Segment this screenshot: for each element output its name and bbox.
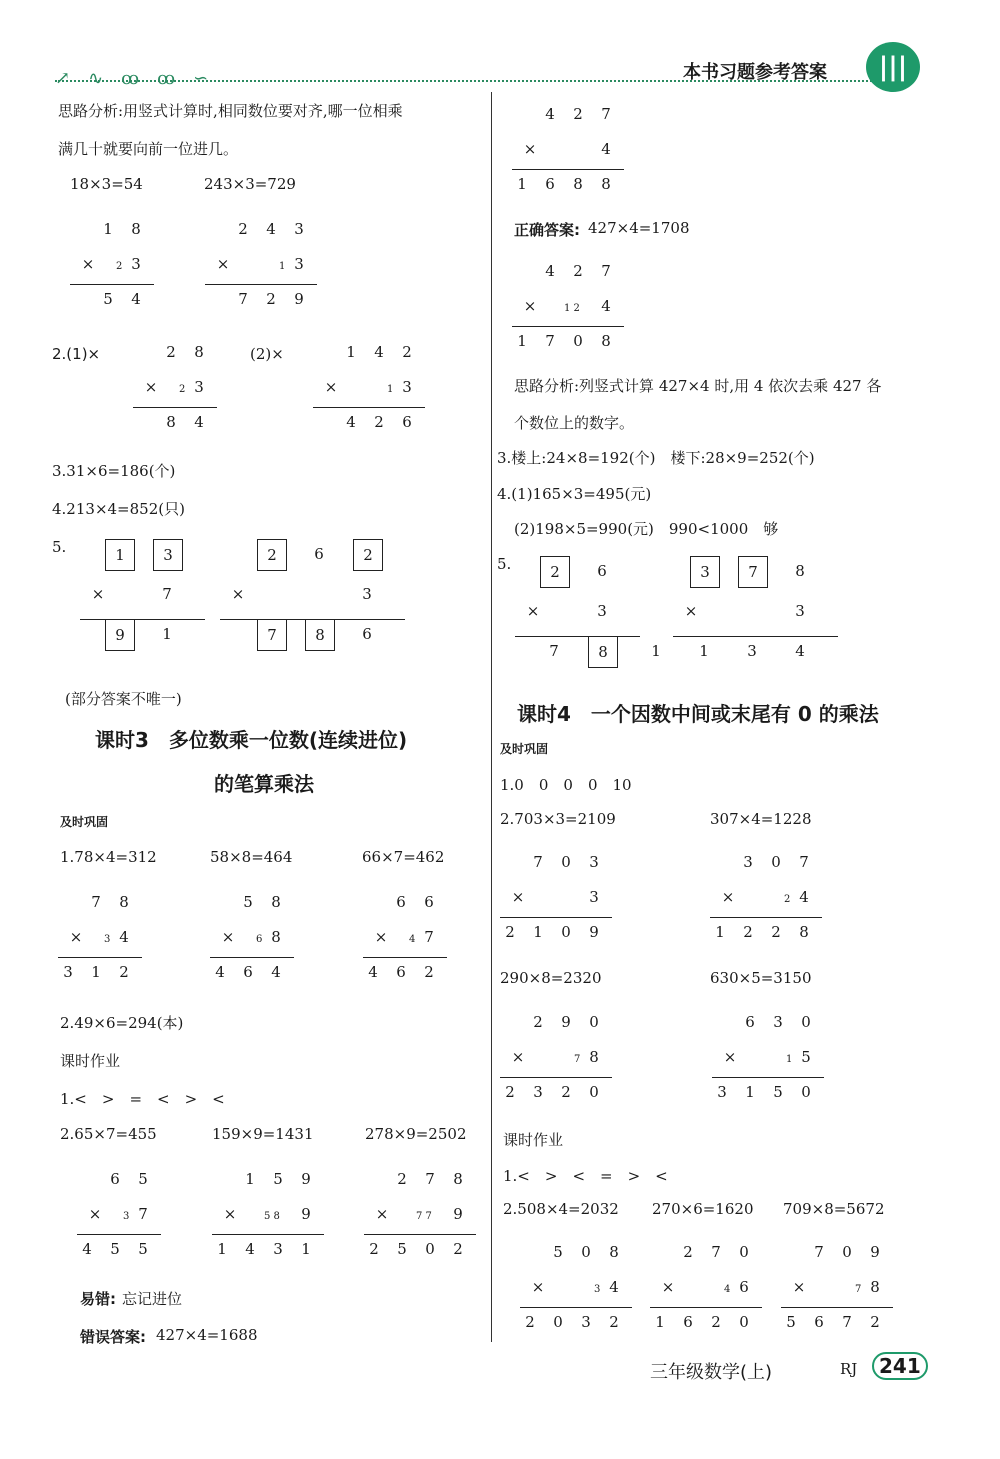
times-sign: ×	[324, 378, 338, 396]
carry-digit: 7	[855, 1284, 862, 1295]
digit: 2	[402, 343, 412, 361]
digit: 2	[771, 923, 781, 941]
l3-q1a: 1.78×4=312	[60, 848, 157, 866]
error-label: 易错:	[80, 1290, 116, 1308]
digit: 7	[711, 1243, 721, 1261]
column-divider	[491, 92, 492, 1342]
digit: 7	[425, 1170, 435, 1188]
wrong-text: 427×4=1688	[156, 1326, 258, 1344]
lesson4-title: 课时4 一个因数中间或末尾有 0 的乘法	[517, 702, 879, 726]
digit: 3	[773, 1013, 783, 1031]
times-sign: ×	[374, 928, 388, 946]
result-line	[500, 1077, 612, 1078]
digit: 6	[597, 562, 607, 580]
digit: 0	[561, 923, 571, 941]
digit: 8	[453, 1170, 463, 1188]
digit: 8	[131, 220, 141, 238]
q2-label-b: (2)×	[250, 345, 284, 363]
digit: 3	[747, 642, 757, 660]
digit: 5	[273, 1170, 283, 1188]
digit: 6	[402, 413, 412, 431]
multiplier-digit: 5	[801, 1048, 811, 1066]
carry-digit: 1 2	[564, 303, 580, 314]
digit: 0	[561, 853, 571, 871]
hw-q1: 1.< > = < > <	[60, 1090, 225, 1108]
digit: 5	[138, 1170, 148, 1188]
result-line	[58, 957, 142, 958]
carry-digit: 2	[179, 384, 186, 395]
footer-text: 三年级数学(上)	[650, 1362, 773, 1383]
r-hw-q1: 1.< > < = > <	[503, 1167, 668, 1185]
times-sign: ×	[221, 928, 235, 946]
digit: 4	[215, 963, 225, 981]
carry-digit: 6	[256, 934, 263, 945]
digit: 3	[589, 853, 599, 871]
digit: 3	[533, 1083, 543, 1101]
result-line	[512, 169, 624, 170]
correct-text: 427×4=1708	[588, 219, 690, 237]
lesson3-title: 课时3 多位数乘一位数(连续进位)	[95, 728, 408, 752]
digit: 5	[138, 1240, 148, 1258]
digit: 5	[773, 1083, 783, 1101]
digit: 7	[814, 1243, 824, 1261]
digit: 2	[573, 105, 583, 123]
l4-q2b: 307×4=1228	[710, 810, 812, 828]
answer-box: 7	[257, 619, 287, 651]
digit: 8	[601, 175, 611, 193]
times-sign: ×	[526, 602, 540, 620]
digit: 8	[119, 893, 129, 911]
digit: 5	[397, 1240, 407, 1258]
digit: 0	[801, 1083, 811, 1101]
digit: 4	[346, 413, 356, 431]
digit: 8	[166, 413, 176, 431]
l4-q1: 1.0 0 0 0 10	[500, 776, 632, 794]
digit: 2	[573, 262, 583, 280]
digit: 6	[396, 893, 406, 911]
digit: 0	[589, 1083, 599, 1101]
digit: 1	[346, 343, 356, 361]
digit: 9	[294, 290, 304, 308]
digit: 2	[561, 1083, 571, 1101]
l4-q2d: 630×5=3150	[710, 969, 812, 987]
digit: 2	[238, 220, 248, 238]
digit: 9	[589, 923, 599, 941]
digit: 1	[217, 1240, 227, 1258]
carry-digit: 4	[409, 934, 416, 945]
multiplier-digit: 3	[795, 602, 805, 620]
times-sign: ×	[231, 585, 245, 603]
digit: 2	[711, 1313, 721, 1331]
homework-right: 课时作业	[503, 1131, 564, 1149]
times-sign: ×	[81, 255, 95, 273]
digit: 7	[533, 853, 543, 871]
digit: 1	[745, 1083, 755, 1101]
multiplier-digit: 8	[589, 1048, 599, 1066]
digit: 6	[814, 1313, 824, 1331]
digit: 1	[517, 332, 527, 350]
digit: 2	[119, 963, 129, 981]
homework-label: 课时作业	[60, 1052, 121, 1070]
answer-box: 8	[588, 636, 618, 668]
digit: 2	[166, 343, 176, 361]
digit: 3	[63, 963, 73, 981]
result-line	[712, 1077, 824, 1078]
digit: 1	[715, 923, 725, 941]
digit: 0	[553, 1313, 563, 1331]
multiplier-digit: 3	[597, 602, 607, 620]
carry-digit: 1	[786, 1054, 793, 1065]
result-line	[80, 619, 205, 620]
digit: 8	[194, 343, 204, 361]
l4-q2a: 2.703×3=2109	[500, 810, 616, 828]
times-sign: ×	[69, 928, 83, 946]
carry-digit: 1	[279, 261, 286, 272]
digit: 1	[651, 642, 661, 660]
wrong-label: 错误答案:	[80, 1328, 146, 1346]
digit: 5	[110, 1240, 120, 1258]
digit: 6	[745, 1013, 755, 1031]
digit: 4	[374, 343, 384, 361]
digit: 1	[301, 1240, 311, 1258]
digit: 6	[314, 545, 324, 563]
times-sign: ×	[375, 1205, 389, 1223]
result-line	[210, 957, 294, 958]
digit: 6	[545, 175, 555, 193]
digit: 8	[795, 562, 805, 580]
answer-box: 3	[690, 556, 720, 588]
result-line	[515, 636, 640, 637]
consolidate-label: 及时巩固	[60, 815, 109, 829]
digit: 8	[573, 175, 583, 193]
digit: 0	[739, 1243, 749, 1261]
digit: 8	[601, 332, 611, 350]
digit: 2	[397, 1170, 407, 1188]
r-hw-q2c: 709×8=5672	[783, 1200, 885, 1218]
multiplier-digit: 8	[271, 928, 281, 946]
times-sign: ×	[523, 140, 537, 158]
multiplier-digit: 7	[162, 585, 172, 603]
l3-q1b: 58×8=464	[210, 848, 293, 866]
digit: 4	[368, 963, 378, 981]
result-line	[133, 407, 217, 408]
digit: 4	[271, 963, 281, 981]
multiplier-digit: 3	[131, 255, 141, 273]
result-line	[500, 917, 612, 918]
multiplier-digit: 4	[601, 140, 611, 158]
multiplier-digit: 8	[870, 1278, 880, 1296]
carry-digit: 3	[594, 1284, 601, 1295]
carry-digit: 4	[724, 1284, 731, 1295]
digit: 1	[103, 220, 113, 238]
digit: 2	[505, 923, 515, 941]
answer-box: 1	[105, 539, 135, 571]
result-line	[781, 1307, 893, 1308]
digit: 2	[374, 413, 384, 431]
multiplier-digit: 4	[609, 1278, 619, 1296]
answer-box: 2	[353, 539, 383, 571]
q3: 3.31×6=186(个)	[52, 462, 176, 480]
times-sign: ×	[723, 1048, 737, 1066]
hw-q2b: 159×9=1431	[212, 1125, 314, 1143]
multiplier-digit: 4	[799, 888, 809, 906]
digit: 4	[266, 220, 276, 238]
result-line	[363, 957, 447, 958]
l3-q1c: 66×7=462	[362, 848, 445, 866]
digit: 8	[609, 1243, 619, 1261]
times-sign: ×	[511, 888, 525, 906]
digit: 2	[743, 923, 753, 941]
digit: 4	[545, 105, 555, 123]
digit: 7	[238, 290, 248, 308]
eq-243x3: 243×3=729	[204, 175, 296, 193]
multiplier-digit: 3	[362, 585, 372, 603]
result-line	[364, 1234, 476, 1235]
digit: 0	[739, 1313, 749, 1331]
header-decoration: ↗ ∿ ꝏ ꝏ ∽	[55, 68, 209, 89]
digit: 4	[245, 1240, 255, 1258]
digit: 3	[273, 1240, 283, 1258]
digit: 8	[799, 923, 809, 941]
book-logo-icon: |||	[866, 42, 920, 92]
digit: 3	[717, 1083, 727, 1101]
digit: 9	[301, 1170, 311, 1188]
multiplier-digit: 9	[453, 1205, 463, 1223]
times-sign: ×	[88, 1205, 102, 1223]
result-line	[710, 917, 822, 918]
digit: 5	[103, 290, 113, 308]
digit: 2	[525, 1313, 535, 1331]
l3-q2: 2.49×6=294(本)	[60, 1014, 184, 1032]
q4: 4.213×4=852(只)	[52, 500, 185, 518]
digit: 6	[110, 1170, 120, 1188]
header-title: 本书习题参考答案	[683, 62, 827, 83]
digit: 5	[553, 1243, 563, 1261]
think-line-1: 思路分析:用竖式计算时,相同数位要对齐,哪一位相乘	[58, 102, 403, 120]
digit: 6	[683, 1313, 693, 1331]
l4-q2c: 290×8=2320	[500, 969, 602, 987]
lesson3-title-2: 的笔算乘法	[214, 772, 314, 796]
think-line-2: 满几十就要向前一位进几。	[58, 140, 239, 158]
footer-edition: RJ	[840, 1360, 858, 1378]
multiplier-digit: 7	[138, 1205, 148, 1223]
times-sign: ×	[792, 1278, 806, 1296]
answer-box: 2	[257, 539, 287, 571]
multiplier-digit: 3	[589, 888, 599, 906]
digit: 1	[245, 1170, 255, 1188]
digit: 6	[243, 963, 253, 981]
carry-digit: 2	[116, 261, 123, 272]
times-sign: ×	[216, 255, 230, 273]
digit: 1	[699, 642, 709, 660]
carry-digit: 5 8	[264, 1211, 280, 1222]
times-sign: ×	[144, 378, 158, 396]
r-hw-q2b: 270×6=1620	[652, 1200, 754, 1218]
multiplier-digit: 3	[194, 378, 204, 396]
digit: 7	[601, 262, 611, 280]
result-line	[520, 1307, 632, 1308]
r-q5: 5.	[497, 555, 512, 573]
result-line	[650, 1307, 762, 1308]
digit: 2	[369, 1240, 379, 1258]
result-line	[70, 284, 154, 285]
answer-box: 7	[738, 556, 768, 588]
digit: 3	[294, 220, 304, 238]
times-sign: ×	[531, 1278, 545, 1296]
r-hw-q2a: 2.508×4=2032	[503, 1200, 619, 1218]
multiplier-digit: 4	[601, 297, 611, 315]
digit: 3	[743, 853, 753, 871]
digit: 2	[453, 1240, 463, 1258]
carry-digit: 3	[123, 1211, 130, 1222]
digit: 2	[505, 1083, 515, 1101]
q2-label: 2.(1)×	[52, 345, 101, 363]
times-sign: ×	[721, 888, 735, 906]
error-text: 忘记进位	[122, 1290, 183, 1308]
digit: 0	[771, 853, 781, 871]
digit: 2	[424, 963, 434, 981]
consolidate-label-right: 及时巩固	[500, 742, 549, 756]
multiplier-digit: 4	[119, 928, 129, 946]
times-sign: ×	[661, 1278, 675, 1296]
digit: 0	[425, 1240, 435, 1258]
answer-box: 8	[305, 619, 335, 651]
times-sign: ×	[511, 1048, 525, 1066]
multiplier-digit: 3	[402, 378, 412, 396]
digit: 6	[362, 625, 372, 643]
digit: 0	[573, 332, 583, 350]
times-sign: ×	[91, 585, 105, 603]
digit: 5	[786, 1313, 796, 1331]
times-sign: ×	[684, 602, 698, 620]
digit: 1	[91, 963, 101, 981]
digit: 5	[243, 893, 253, 911]
r-q4a: 4.(1)165×3=495(元)	[497, 485, 652, 503]
q5: 5.	[52, 538, 67, 556]
carry-digit: 2	[784, 894, 791, 905]
digit: 7	[91, 893, 101, 911]
r-q3: 3.楼上:24×8=192(个) 楼下:28×9=252(个)	[497, 449, 815, 467]
multiplier-digit: 6	[739, 1278, 749, 1296]
digit: 2	[266, 290, 276, 308]
think-right-2: 个数位上的数字。	[514, 414, 635, 432]
digit: 0	[589, 1013, 599, 1031]
digit: 1	[533, 923, 543, 941]
multiplier-digit: 7	[424, 928, 434, 946]
digit: 4	[131, 290, 141, 308]
digit: 2	[683, 1243, 693, 1261]
eq-18x3: 18×3=54	[70, 175, 143, 193]
think-right-1: 思路分析:列竖式计算 427×4 时,用 4 依次去乘 427 各	[514, 377, 882, 395]
hw-q2a: 2.65×7=455	[60, 1125, 157, 1143]
result-line	[77, 1234, 161, 1235]
digit: 0	[801, 1013, 811, 1031]
r-q4b: (2)198×5=990(元) 990<1000 够	[514, 520, 779, 538]
hw-q2c: 278×9=2502	[365, 1125, 467, 1143]
result-line	[512, 326, 624, 327]
result-line	[673, 636, 838, 637]
carry-digit: 7 7	[416, 1211, 432, 1222]
digit: 4	[82, 1240, 92, 1258]
page-number: 241	[872, 1352, 928, 1380]
digit: 0	[581, 1243, 591, 1261]
digit: 9	[561, 1013, 571, 1031]
digit: 1	[162, 625, 172, 643]
digit: 9	[870, 1243, 880, 1261]
answer-box: 3	[153, 539, 183, 571]
result-line	[205, 284, 317, 285]
times-sign: ×	[523, 297, 537, 315]
digit: 2	[609, 1313, 619, 1331]
digit: 7	[601, 105, 611, 123]
digit: 6	[396, 963, 406, 981]
multiplier-digit: 9	[301, 1205, 311, 1223]
digit: 0	[842, 1243, 852, 1261]
multiplier-digit: 3	[294, 255, 304, 273]
carry-digit: 3	[104, 934, 111, 945]
times-sign: ×	[223, 1205, 237, 1223]
digit: 1	[517, 175, 527, 193]
digit: 1	[655, 1313, 665, 1331]
digit: 8	[271, 893, 281, 911]
correct-label: 正确答案:	[514, 221, 580, 239]
digit: 7	[549, 642, 559, 660]
digit: 2	[870, 1313, 880, 1331]
digit: 4	[545, 262, 555, 280]
digit: 2	[533, 1013, 543, 1031]
carry-digit: 7	[574, 1054, 581, 1065]
answer-box: 9	[105, 619, 135, 651]
digit: 6	[424, 893, 434, 911]
note: (部分答案不唯一)	[65, 690, 182, 708]
carry-digit: 1	[387, 384, 394, 395]
digit: 4	[194, 413, 204, 431]
result-line	[313, 407, 425, 408]
digit: 7	[799, 853, 809, 871]
digit: 4	[795, 642, 805, 660]
digit: 3	[581, 1313, 591, 1331]
result-line	[212, 1234, 324, 1235]
digit: 7	[545, 332, 555, 350]
answer-box: 2	[540, 556, 570, 588]
digit: 7	[842, 1313, 852, 1331]
